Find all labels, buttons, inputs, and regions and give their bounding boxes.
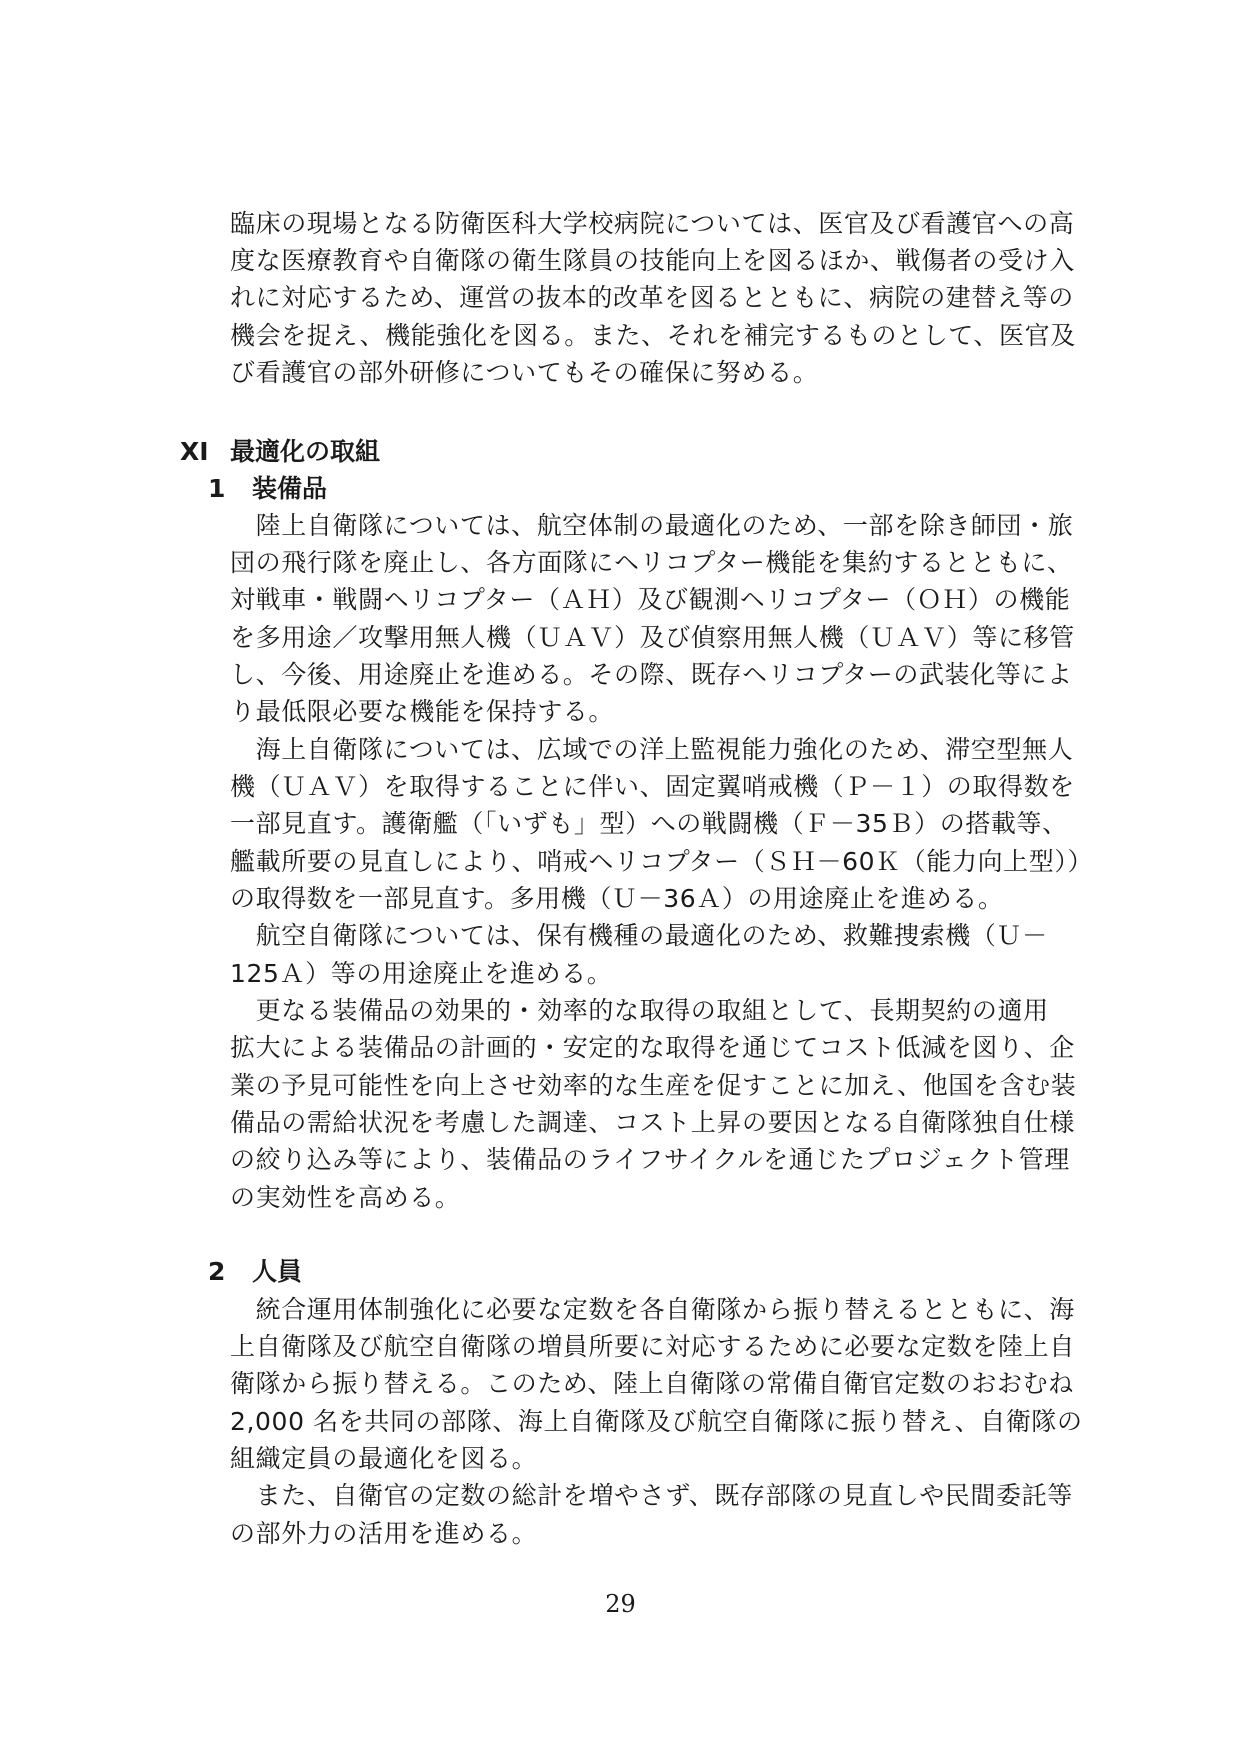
text-line: を多用途／攻撃用無人機（ＵＡＶ）及び偵察用無人機（ＵＡＶ）等に移管 — [230, 623, 1075, 652]
text-line: 一部見直す。護衛艦（「いずも」型）への戦闘機（Ｆ－35Ｂ）の搭載等、 — [230, 809, 1068, 838]
text-line: 対戦車・戦闘ヘリコプター（ＡＨ）及び観測ヘリコプター（ＯＨ）の機能 — [230, 585, 1071, 614]
text-line: 陸上自衛隊については、航空体制の最適化のため、一部を除き師団・旅 — [230, 511, 1074, 540]
text-line: 組織定員の最適化を図る。 — [230, 1444, 538, 1473]
subsection-title: 人員 — [252, 1257, 303, 1286]
subsection-number: 2 — [208, 1257, 226, 1286]
text-line: 統合運用体制強化に必要な定数を各自衛隊から振り替えるとともに、海 — [230, 1295, 1075, 1324]
text-line: の実効性を高める。 — [230, 1183, 461, 1212]
section-numeral: XI — [180, 437, 209, 466]
subsection-title: 装備品 — [252, 474, 328, 503]
text-line: 拡大による装備品の計画的・安定的な取得を通じてコスト低減を図り、企 — [230, 1033, 1075, 1062]
text-line: 機（ＵＡＶ）を取得することに伴い、固定翼哨戒機（Ｐ－１）の取得数を — [230, 772, 1075, 801]
text-line: の部外力の活用を進める。 — [230, 1519, 538, 1548]
text-line: り最低限必要な機能を保持する。 — [230, 697, 615, 726]
text-line: 航空自衛隊については、保有機種の最適化のため、救難捜索機（Ｕ－ — [230, 921, 1048, 950]
text-line: 上自衛隊及び航空自衛隊の増員所要に対応するために必要な定数を陸上自 — [230, 1332, 1075, 1361]
text-line: 機会を捉え、機能強化を図る。また、それを補完するものとして、医官及 — [230, 321, 1076, 350]
text-line: 備品の需給状況を考慮した調達、コスト上昇の要因となる自衛隊独自仕様 — [230, 1108, 1075, 1137]
page-number: 29 — [605, 1590, 636, 1618]
text-line: れに対応するため、運営の抜本的改革を図るとともに、病院の建替え等の — [230, 283, 1074, 312]
text-line: の取得数を一部見直す。多用機（Ｕ－36Ａ）の用途廃止を進める。 — [230, 884, 1004, 913]
text-line: また、自衛官の定数の総計を増やさず、既存部隊の見直しや民間委託等 — [230, 1481, 1073, 1510]
section-title: 最適化の取組 — [230, 437, 381, 466]
subsection-number: 1 — [208, 474, 226, 503]
text-line: 2,000 名を共同の部隊、海上自衛隊及び航空自衛隊に振り替え、自衛隊の — [230, 1407, 1083, 1436]
text-line: の絞り込み等により、装備品のライフサイクルを通じたプロジェクト管理 — [230, 1145, 1070, 1174]
text-line: 更なる装備品の効果的・効率的な取得の取組として、長期契約の適用 — [230, 996, 1049, 1025]
text-line: 団の飛行隊を廃止し、各方面隊にヘリコプター機能を集約するとともに、 — [230, 548, 1073, 577]
text-line: 艦載所要の見直しにより、哨戒ヘリコプター（ＳＨ－60Ｋ（能力向上型）） — [230, 847, 1094, 876]
text-line: 業の予見可能性を向上させ効率的な生産を促すことに加え、他国を含む装 — [230, 1071, 1077, 1100]
text-line: 125Ａ）等の用途廃止を進める。 — [230, 959, 613, 988]
text-line: 海上自衛隊については、広域での洋上監視能力強化のため、滞空型無人 — [230, 735, 1074, 764]
text-line: び看護官の部外研修についてもその確保に努める。 — [230, 358, 819, 387]
text-line: し、今後、用途廃止を進める。その際、既存ヘリコプターの武装化等によ — [230, 660, 1073, 689]
text-line: 度な医療教育や自衛隊の衛生隊員の技能向上を図るほか、戦傷者の受け入 — [230, 246, 1075, 275]
text-line: 臨床の現場となる防衛医科大学校病院については、医官及び看護官への高 — [230, 209, 1075, 238]
text-line: 衛隊から振り替える。このため、陸上自衛隊の常備自衛官定数のおおむね — [230, 1369, 1074, 1398]
